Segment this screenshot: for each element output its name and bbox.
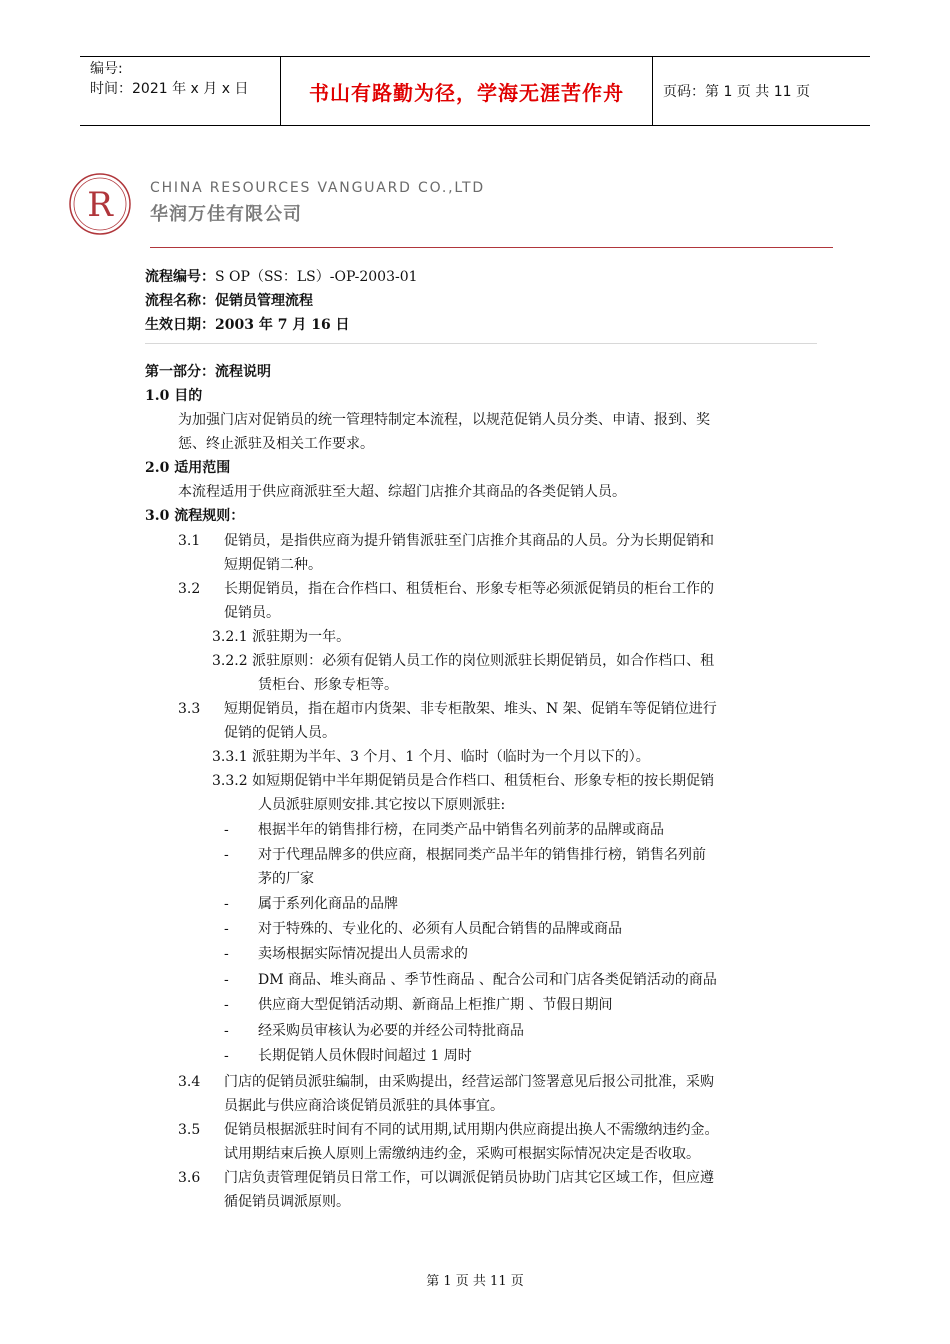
bullet-text: 卖场根据实际情况提出人员需求的 bbox=[258, 946, 468, 962]
bullet-dash: - bbox=[224, 847, 229, 863]
effective-date-value: 2003 年 7 月 16 日 bbox=[215, 317, 350, 333]
header-page-label: 页码：第 1 页 共 11 页 bbox=[663, 84, 810, 100]
process-code-value: S OP（SS：LS）-OP-2003-01 bbox=[215, 269, 418, 285]
rule-text: 促销的促销人员。 bbox=[224, 725, 336, 741]
bullet-dash: - bbox=[224, 1023, 229, 1039]
company-logo-icon bbox=[68, 172, 132, 236]
rule-text: 促销员根据派驻时间有不同的试用期,试用期内供应商提出换人不需缴纳违约金。 bbox=[224, 1122, 719, 1138]
rule-text: 促销员。 bbox=[224, 605, 280, 621]
time-label: 时间：2021 年 x 月 x 日 bbox=[90, 81, 249, 97]
bullet-dash: - bbox=[224, 972, 229, 988]
rule-text: 短期促销二种。 bbox=[224, 557, 322, 573]
rule-number: 3.5 bbox=[178, 1122, 201, 1138]
process-code-label: 流程编号： bbox=[145, 269, 215, 285]
logo-letter: R bbox=[87, 185, 113, 225]
bullet-dash: - bbox=[224, 997, 229, 1013]
rule-text: 门店的促销员派驻编制，由采购提出，经营运部门签署意见后报公司批准，采购 bbox=[224, 1074, 714, 1090]
heading-purpose: 1.0 目的 bbox=[145, 388, 203, 404]
rule-number: 3.6 bbox=[178, 1170, 201, 1186]
bullet-text: 长期促销人员休假时间超过 1 周时 bbox=[258, 1048, 472, 1064]
rule-number: 3.3 bbox=[178, 701, 201, 717]
bullet-dash: - bbox=[224, 822, 229, 838]
bullet-text: 属于系列化商品的品牌 bbox=[258, 896, 398, 912]
bullet-dash: - bbox=[224, 946, 229, 962]
logo-divider bbox=[150, 247, 833, 248]
header-table bbox=[80, 56, 870, 126]
company-name-en: CHINA RESOURCES VANGUARD CO.,LTD bbox=[150, 180, 485, 196]
bullet-text: 供应商大型促销活动期、新商品上柜推广期 、节假日期间 bbox=[258, 997, 613, 1013]
bullet-text: 对于特殊的、专业化的、必须有人员配合销售的品牌或商品 bbox=[258, 921, 622, 937]
process-name-label: 流程名称： bbox=[145, 293, 215, 309]
section-heading: 第一部分：流程说明 bbox=[145, 364, 271, 380]
scope-text: 本流程适用于供应商派驻至大超、综超门店推介其商品的各类促销人员。 bbox=[178, 484, 626, 500]
heading-rules: 3.0 流程规则： bbox=[145, 508, 245, 524]
subrule-text: 3.3.1 派驻期为半年、3 个月、1 个月、临时（临时为一个月以下的）。 bbox=[212, 749, 650, 765]
purpose-text: 惩、终止派驻及相关工作要求。 bbox=[178, 436, 374, 452]
subrule-text: 3.3.2 如短期促销中半年期促销员是合作档口、租赁柜台、形象专柜的按长期促销 bbox=[212, 773, 715, 789]
meta-divider bbox=[145, 343, 817, 344]
purpose-text: 为加强门店对促销员的统一管理特制定本流程，以规范促销人员分类、申请、报到、奖 bbox=[178, 412, 710, 428]
rule-number: 3.1 bbox=[178, 533, 201, 549]
effective-date-label: 生效日期： bbox=[145, 317, 215, 333]
rule-number: 3.4 bbox=[178, 1074, 201, 1090]
subrule-text: 3.2.2 派驻原则：必须有促销人员工作的岗位则派驻长期促销员，如合作档口、租 bbox=[212, 653, 715, 669]
bullet-text: 根据半年的销售排行榜，在同类产品中销售名列前茅的品牌或商品 bbox=[258, 822, 664, 838]
rule-text: 员据此与供应商洽谈促销员派驻的具体事宜。 bbox=[224, 1098, 504, 1114]
rule-text: 长期促销员，指在合作档口、租赁柜台、形象专柜等必须派促销员的柜台工作的 bbox=[224, 581, 714, 597]
bullet-text: 茅的厂家 bbox=[258, 871, 314, 887]
rule-text: 循促销员调派原则。 bbox=[224, 1194, 350, 1210]
heading-scope: 2.0 适用范围 bbox=[145, 460, 231, 476]
bullet-dash: - bbox=[224, 896, 229, 912]
subrule-text: 赁柜台、形象专柜等。 bbox=[258, 677, 398, 693]
bullet-text: 经采购员审核认为必要的并经公司特批商品 bbox=[258, 1023, 524, 1039]
bullet-text: 对于代理品牌多的供应商，根据同类产品半年的销售排行榜，销售名列前 bbox=[258, 847, 706, 863]
number-label: 编号: bbox=[90, 61, 123, 77]
rule-number: 3.2 bbox=[178, 581, 201, 597]
subrule-text: 3.2.1 派驻期为一年。 bbox=[212, 629, 351, 645]
effective-date bbox=[145, 314, 350, 334]
subrule-text: 人员派驻原则安排.其它按以下原则派驻: bbox=[258, 797, 506, 813]
company-name-cn: 华润万佳有限公司 bbox=[150, 204, 302, 225]
header-left-cell bbox=[80, 57, 281, 125]
process-code bbox=[145, 266, 418, 286]
process-name-value: 促销员管理流程 bbox=[215, 293, 313, 309]
rule-text: 短期促销员，指在超市内货架、非专柜散架、堆头、N 架、促销车等促销位进行 bbox=[224, 701, 717, 717]
header-motto: 书山有路勤为径，学海无涯苦作舟 bbox=[281, 57, 653, 125]
bullet-dash: - bbox=[224, 1048, 229, 1064]
bullet-text: DM 商品、堆头商品 、季节性商品 、配合公司和门店各类促销活动的商品 bbox=[258, 972, 717, 988]
process-name bbox=[145, 290, 313, 310]
rule-text: 门店负责管理促销员日常工作，可以调派促销员协助门店其它区域工作，但应遵 bbox=[224, 1170, 714, 1186]
rule-text: 试用期结束后换人原则上需缴纳违约金，采购可根据实际情况决定是否收取。 bbox=[224, 1146, 700, 1162]
bullet-dash: - bbox=[224, 921, 229, 937]
page-footer: 第 1 页 共 11 页 bbox=[426, 1274, 524, 1289]
rule-text: 促销员，是指供应商为提升销售派驻至门店推介其商品的人员。分为长期促销和 bbox=[224, 533, 714, 549]
